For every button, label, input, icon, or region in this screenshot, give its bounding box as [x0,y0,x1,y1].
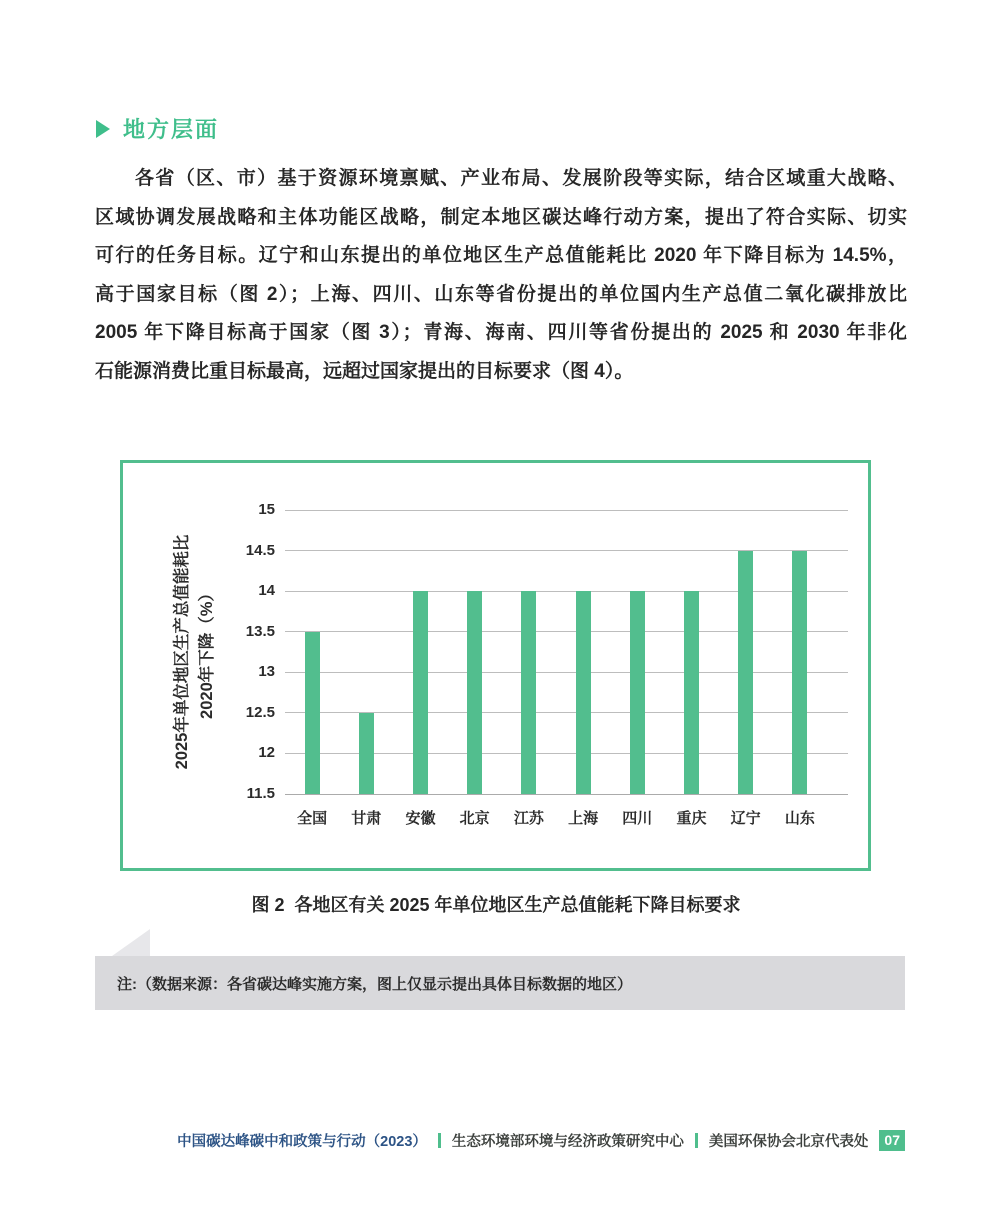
y-axis-label-line1: 2025年单位地区生产总值能耗比 [173,534,191,770]
page-footer [177,1130,905,1151]
gridline [285,591,848,592]
x-tick-label: 江苏 [513,810,544,827]
section-header [96,113,219,144]
bar-全国 [305,632,320,794]
bar-重庆 [684,591,699,794]
paragraph-line: 石能源消费比重目标最高，远超过国家提出的目标要求（图 4）。 [95,360,634,382]
gridline [285,631,848,632]
x-tick-label: 北京 [459,810,490,827]
bar-辽宁 [738,551,753,794]
paragraph-line: 2005 年下降目标高于国家（图 3）；青海、海南、四川等省份提出的 2025 和 2030 年非化 [95,322,907,343]
bar-四川 [630,591,645,794]
bar-甘肃 [359,713,374,794]
y-axis-label-line2: 2020年下降（%） [198,585,216,719]
footer-report-title: 中国碳达峰碳中和政策与行动（2023） [177,1134,427,1150]
gridline [285,550,848,551]
bar-山东 [792,551,807,794]
figure2-caption: 图 2 各地区有关 2025 年单位地区生产总值能耗下降目标要求 [251,895,741,915]
x-tick-label: 山东 [784,810,815,827]
paragraph-line: 可行的任务目标。辽宁和山东提出的单位地区生产总值能耗比 2020 年下降目标为 14.5%， [95,245,907,266]
paragraph-line: 各省（区、市）基于资源环境禀赋、产业布局、发展阶段等实际，结合区域重大战略、 [135,168,907,189]
note-fold-corner-icon [112,929,150,956]
x-tick-label: 辽宁 [730,810,761,827]
paragraph-line: 区域协调发展战略和主体功能区战略，制定本地区碳达峰行动方案，提出了符合实际、切实 [95,206,907,228]
paragraph-line: 高于国家目标（图 2）；上海、四川、山东等省份提出的单位国内生产总值二氧化碳排放比 [95,283,907,305]
y-tick-label: 13 [258,663,275,681]
note-bar: 注:（数据来源：各省碳达峰实施方案，图上仅显示提出具体目标数据的地区） [95,956,905,1010]
x-tick-label: 安徽 [405,810,436,827]
section-marker-triangle-icon [96,120,110,138]
figure2-chart [120,460,871,871]
section-title: 地方层面 [123,117,220,142]
gridline [285,510,848,511]
y-tick-label: 11.5 [246,785,275,802]
bar-北京 [467,591,482,794]
body-paragraph [95,160,907,391]
y-tick-label: 15 [258,501,275,518]
plot-area [245,501,848,827]
page-number-badge: 07 [879,1130,905,1151]
y-tick-label: 13.5 [245,622,275,640]
bar-安徽 [413,591,428,794]
footer-separator-icon [438,1133,441,1148]
y-tick-label: 14.5 [245,541,275,559]
gridline [285,672,848,673]
bar-上海 [576,591,591,794]
y-tick-label: 14 [258,582,275,600]
bar-江苏 [521,591,536,794]
footer-separator-icon [695,1133,698,1148]
footer-org-2: 美国环保协会北京代表处 [708,1134,869,1150]
y-tick-label: 12 [258,744,275,762]
y-axis-label [170,492,220,812]
x-tick-label: 四川 [622,810,653,827]
x-tick-label: 甘肃 [351,810,382,827]
x-tick-label: 上海 [568,810,599,827]
y-tick-label: 12.5 [245,703,275,721]
footer-org-1: 生态环境部环境与经济政策研究中心 [451,1134,684,1150]
x-tick-label: 全国 [297,810,328,827]
x-tick-label: 重庆 [676,810,707,827]
